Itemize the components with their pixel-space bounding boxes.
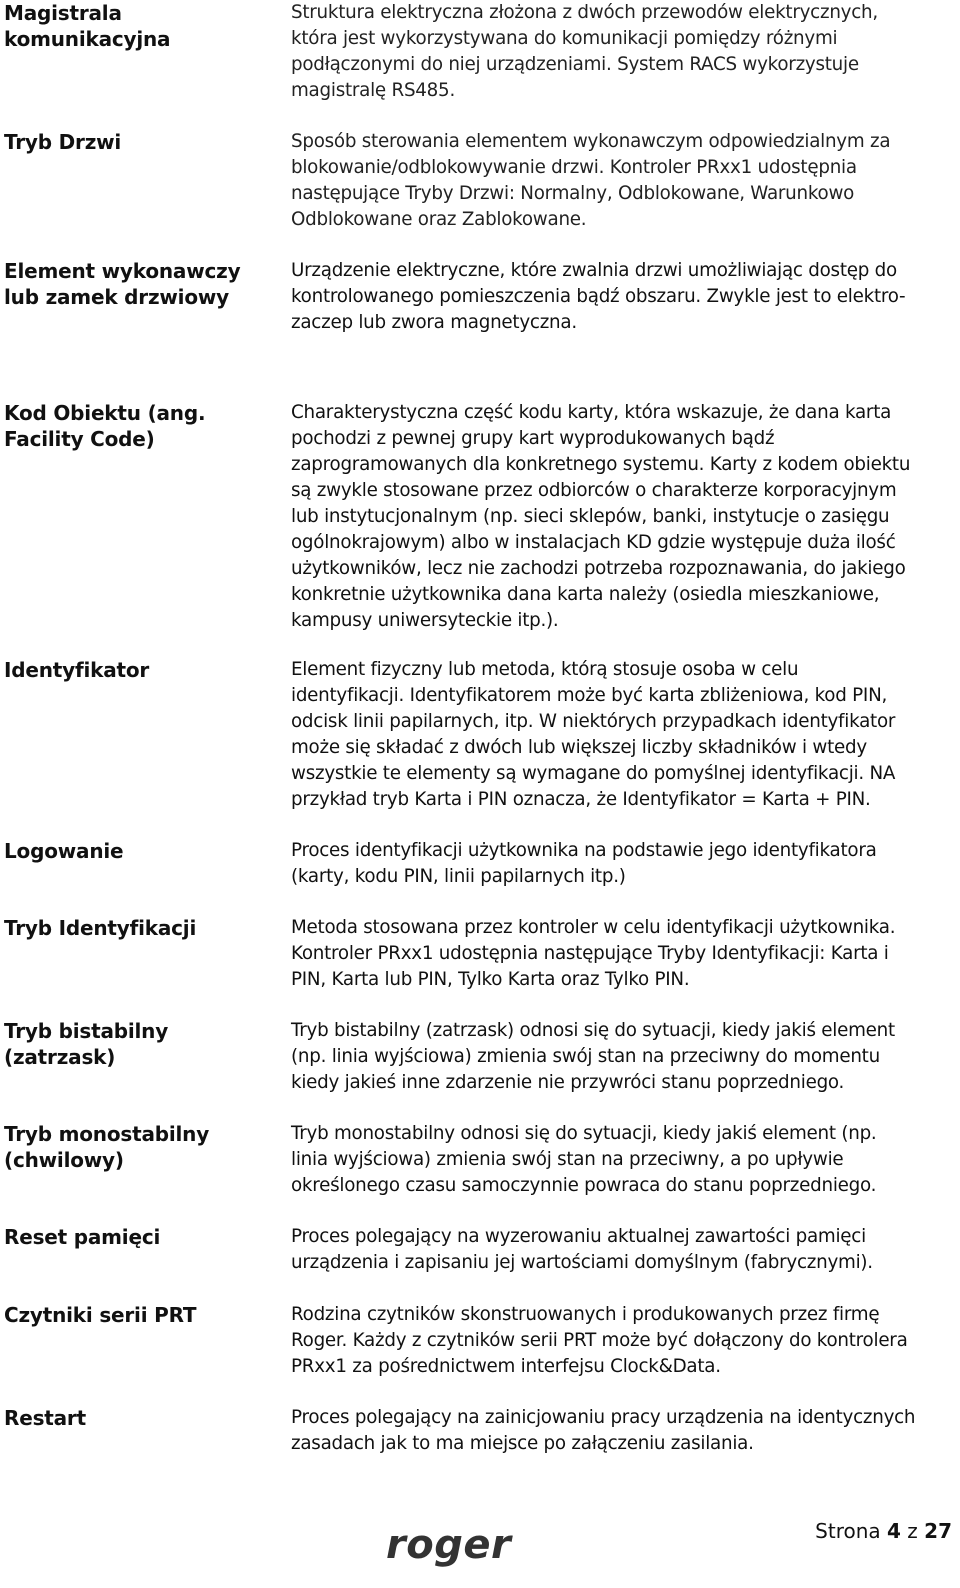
page-number: 4 — [887, 1519, 901, 1543]
glossary-definition: Proces identyfikacji użytkownika na podstawie jego identyfikatora (karty, kodu PIN, linii papilarnych itp.) — [291, 840, 877, 887]
glossary-definition: Element fizyczny lub metoda, którą stosuje osoba w celu identyfikacji. Identyfikatorem może być karta zbliżeniowa, kod PIN, odcisk linii papilarnych, itp. W niektórych przypadkach identyfikator może się składać z dwóch lub większej liczby składników i wtedy wszystkie te elementy są wymagane do pomyślnej identyfikacji. NA przykład tryb Karta i PIN oznacza, że Identyfikator = Karta + PIN. — [291, 659, 896, 810]
glossary-term: Kod Obiektu (ang. Facility Code) — [4, 401, 206, 451]
glossary-term: Reset pamięci — [4, 1225, 161, 1249]
page-prefix: Strona — [815, 1519, 881, 1543]
glossary-term: Element wykonawczy lub zamek drzwiowy — [4, 259, 241, 309]
glossary-definition: Tryb monostabilny odnosi się do sytuacji, kiedy jakiś element (np. linia wyjściowa) zmienia swój stan na przeciwny, a po upływie określonego czasu samoczynnie powraca do stanu poprzedniego. — [291, 1123, 877, 1196]
glossary-definition: Charakterystyczna część kodu karty, która wskazuje, że dana karta pochodzi z pewnej grupy kart wyprodukowanych bądź zaprogramowanych dla konkretnego systemu. Karty z kodem obiektu są zwykle stosowane przez odbiorców o charakterze korporacyjnym lub instytucjonalnym (np. sieci sklepów, banki, instytucje o zasięgu ogólnokrajowym) albo w instalacjach KD gdzie występuje duża ilość użytkowników, lecz nie zachodzi potrzeba rozpoznawania, do jakiego konkretnie użytkownika dana karta należy (osiedla mieszkaniowe, kampusy uniwersyteckie itp.). — [291, 402, 911, 631]
glossary-term: Tryb Identyfikacji — [4, 916, 197, 940]
page-separator: z — [907, 1519, 918, 1543]
glossary-definition: Proces polegający na wyzerowaniu aktualnej zawartości pamięci urządzenia i zapisaniu jej wartościami domyślnym (fabrycznymi). — [291, 1226, 873, 1273]
glossary-term: Identyfikator — [4, 658, 150, 682]
glossary-definition: Rodzina czytników skonstruowanych i produkowanych przez firmę Roger. Każdy z czytników serii PRT może być dołączony do kontrolera PRxx1 za pośrednictwem interfejsu Clock&Data. — [291, 1304, 908, 1377]
roger-logo: roger — [386, 1522, 512, 1568]
glossary-definition: Struktura elektryczna złożona z dwóch przewodów elektrycznych, która jest wykorzystywana do komunikacji pomiędzy różnymi podłączonymi do niej urządzeniami. System RACS wykorzystuje magistralę RS485. — [291, 2, 878, 101]
glossary-definition: Urządzenie elektryczne, które zwalnia drzwi umożliwiając dostęp do kontrolowanego pomieszczenia bądź obszaru. Zwykle jest to elektro- zaczep lub zwora magnetyczna. — [291, 260, 906, 333]
glossary-term: Tryb bistabilny (zatrzask) — [4, 1019, 169, 1069]
glossary-term: Logowanie — [4, 839, 124, 863]
glossary-term: Czytniki serii PRT — [4, 1303, 197, 1327]
page-total: 27 — [924, 1519, 952, 1543]
glossary-term: Restart — [4, 1406, 86, 1430]
glossary-term: Tryb monostabilny (chwilowy) — [4, 1122, 210, 1172]
glossary-definition: Proces polegający na zainicjowaniu pracy urządzenia na identycznych zasadach jak to ma miejsce po załączeniu zasilania. — [291, 1407, 916, 1454]
page-counter — [815, 1518, 952, 1544]
glossary-definition: Metoda stosowana przez kontroler w celu identyfikacji użytkownika. Kontroler PRxx1 udostępnia następujące Tryby Identyfikacji: Karta i PIN, Karta lub PIN, Tylko Karta oraz Tylko PIN. — [291, 917, 896, 990]
glossary-term: Tryb Drzwi — [4, 130, 122, 154]
glossary-definition: Sposób sterowania elementem wykonawczym odpowiedzialnym za blokowanie/odblokowywanie drzwi. Kontroler PRxx1 udostępnia następujące Tryby Drzwi: Normalny, Odblokowane, Warunkowo Odblokowane oraz Zablokowane. — [291, 131, 891, 230]
glossary-definition: Tryb bistabilny (zatrzask) odnosi się do sytuacji, kiedy jakiś element (np. linia wyjściowa) zmienia swój stan na przeciwny do momentu kiedy jakieś inne zdarzenie nie przywróci stanu poprzedniego. — [291, 1020, 895, 1093]
glossary-term: Magistrala komunikacyjna — [4, 1, 171, 51]
